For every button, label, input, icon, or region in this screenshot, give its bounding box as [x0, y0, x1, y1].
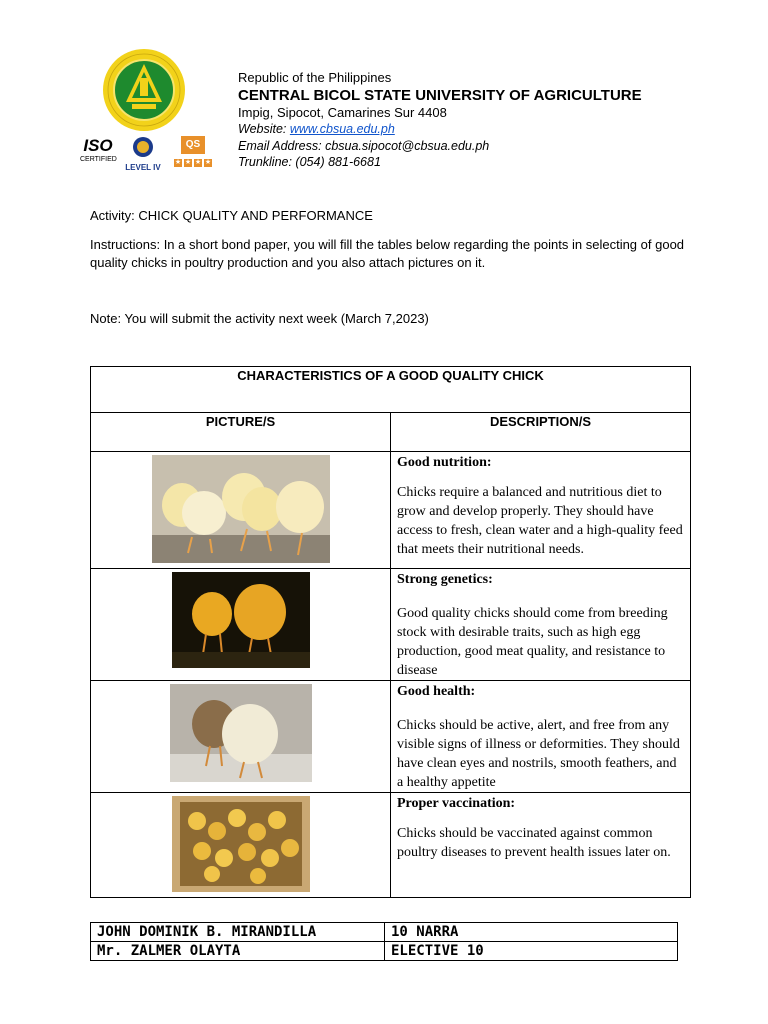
description-heading: Proper vaccination: [397, 796, 516, 811]
description-cell [391, 793, 691, 898]
picture-cell [91, 569, 391, 681]
column-header-picture: PICTURE/S [91, 413, 391, 452]
student-name: JOHN DOMINIK B. MIRANDILLA [91, 923, 385, 942]
description-heading: Good nutrition: [397, 455, 492, 470]
table-row [91, 569, 691, 681]
address-text: Impig, Sipocot, Camarines Sur 4408 [238, 104, 447, 120]
star-icon: ★ [204, 159, 212, 166]
teacher-name: Mr. ZALMER OLAYTA [91, 942, 385, 961]
student-info-table [90, 922, 678, 961]
description-heading: Strong genetics: [397, 572, 493, 587]
activity-title: Activity: CHICK QUALITY AND PERFORMANCE [90, 208, 373, 223]
university-name: CENTRAL BICOL STATE UNIVERSITY OF AGRICULTURE [238, 86, 642, 104]
letterhead [238, 70, 642, 171]
qs-badge-text: QS [181, 136, 205, 154]
iso-badge-sub: CERTIFIED [80, 156, 117, 163]
student-section: 10 NARRA [385, 923, 678, 942]
table-row [91, 793, 691, 898]
chicks-photo-vaccination [172, 796, 310, 892]
description-text: Chicks should be vaccinated against common poultry diseases to prevent health issues later on. [397, 826, 671, 860]
table-row [91, 681, 691, 793]
website-line [238, 121, 642, 138]
chick-quality-table [90, 366, 691, 898]
subject-name: ELECTIVE 10 [385, 942, 678, 961]
description-cell [391, 569, 691, 681]
instructions-text: Instructions: In a short bond paper, you will fill the tables below regarding the points in selecting of good quality chicks in poultry production and you also attach pictures on it. [90, 237, 685, 270]
qs-stars-badge [174, 136, 214, 167]
column-header-description: DESCRIPTION/S [391, 413, 691, 452]
picture-cell [91, 452, 391, 569]
note-text: Note: You will submit the activity next week (March 7,2023) [90, 311, 429, 326]
picture-cell [91, 793, 391, 898]
university-seal-logo [102, 48, 186, 132]
chicks-photo-nutrition [152, 455, 330, 563]
chicks-photo-genetics [172, 572, 310, 668]
description-cell [391, 681, 691, 793]
iso-badge-text: ISO [83, 136, 113, 155]
level-iv-emblem-icon [132, 136, 154, 158]
republic-text: Republic of the Philippines [238, 70, 392, 85]
level-iv-badge [124, 136, 162, 172]
iso-certified-badge [80, 136, 116, 164]
star-icon: ★ [194, 159, 202, 166]
trunkline-text: Trunkline: (054) 881-6681 [238, 155, 381, 169]
star-icon: ★ [174, 159, 182, 166]
website-link[interactable]: www.cbsua.edu.ph [289, 122, 395, 136]
picture-cell [91, 681, 391, 793]
star-icon: ★ [184, 159, 192, 166]
description-heading: Good health: [397, 684, 476, 699]
email-text: Email Address: cbsua.sipocot@cbsua.edu.ph [238, 138, 490, 153]
website-label: Website: [238, 122, 290, 136]
chicks-photo-health [170, 684, 312, 782]
description-text: Chicks should be active, alert, and free from any visible signs of illness or deformities. They should have clean eyes and nostrils, smooth feathers, and a healthy appetite [397, 718, 680, 790]
qs-star-row [174, 159, 214, 167]
table-row [91, 452, 691, 569]
table-title: CHARACTERISTICS OF A GOOD QUALITY CHICK [91, 367, 691, 413]
level-iv-text: LEVEL IV [125, 163, 161, 172]
description-text: Good quality chicks should come from breeding stock with desirable traits, such as high egg production, good meat quality, and resistance to disease [397, 606, 668, 678]
description-cell [391, 452, 691, 569]
description-text: Chicks require a balanced and nutritious diet to grow and develop properly. They should have access to fresh, clean water and a high-quality feed that meets their nutritional needs. [397, 485, 683, 557]
